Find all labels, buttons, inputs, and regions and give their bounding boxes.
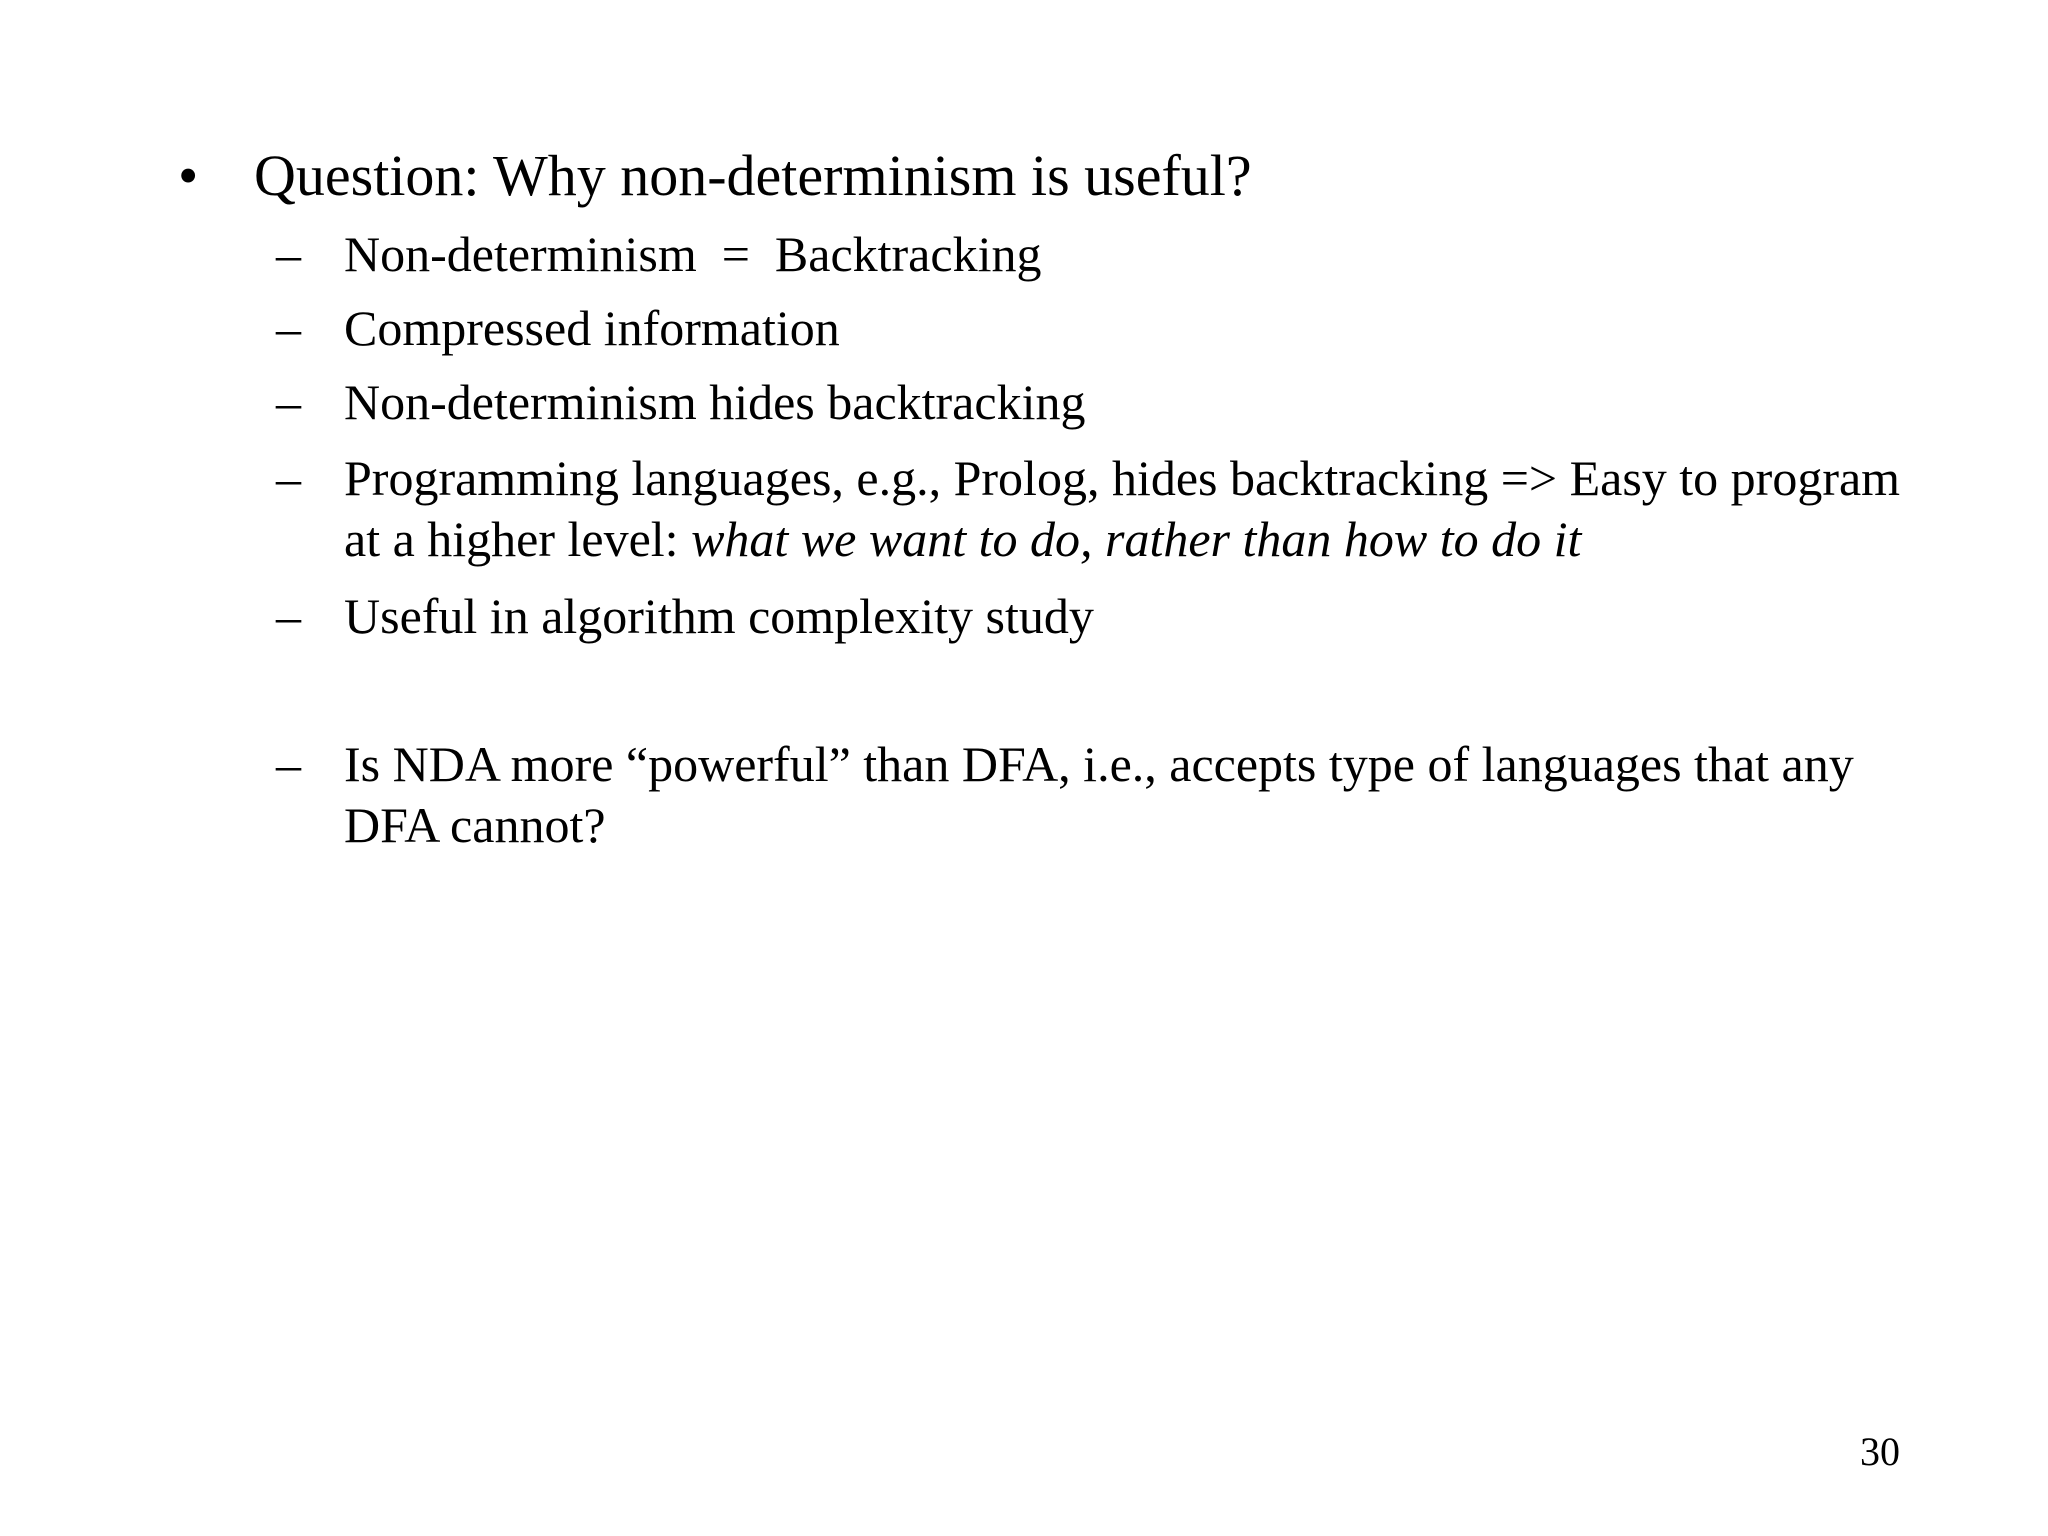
sub-bullet-text-wrapper xyxy=(344,448,1904,570)
dash-marker: – xyxy=(276,374,301,430)
sub-bullet-text: Non-determinism = Backtracking xyxy=(344,226,1042,282)
dash-marker: – xyxy=(276,736,301,792)
bullet-marker: • xyxy=(178,143,199,208)
sub-bullet-text: Compressed information xyxy=(344,300,840,356)
dash-marker: – xyxy=(276,450,301,506)
dash-marker: – xyxy=(276,300,301,356)
sub-bullet-text: Non-determinism hides backtracking xyxy=(344,374,1086,430)
sub-bullet-text: Useful in algorithm complexity study xyxy=(344,588,1094,644)
main-bullet-text: Question: Why non-determinism is useful? xyxy=(254,143,1252,208)
sub-bullet-emphasis: what we want to do, rather than how to do it xyxy=(691,511,1582,567)
dash-marker: – xyxy=(276,226,301,282)
sub-bullet-text: Is NDA more “powerful” than DFA, i.e., accepts type of languages that any DFA cannot? xyxy=(344,736,1854,853)
page-number: 30 xyxy=(1860,1429,1900,1474)
dash-marker: – xyxy=(276,588,301,644)
sub-bullet-text: Programming languages, e.g., Prolog, hides backtracking => Easy to program at a higher level: xyxy=(344,450,1901,567)
